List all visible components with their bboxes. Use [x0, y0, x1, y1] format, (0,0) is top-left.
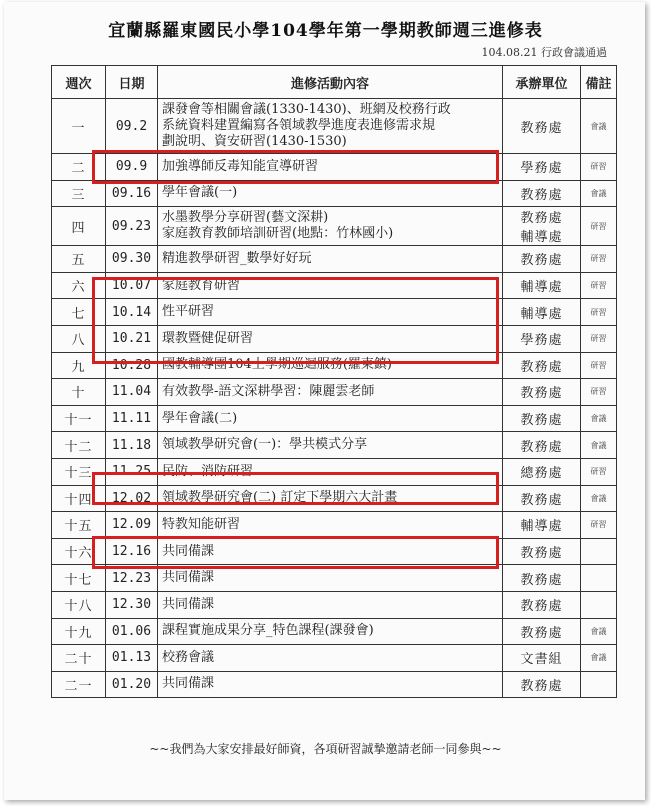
- week-cell: 十五: [52, 512, 106, 539]
- date-cell: 10.07: [106, 272, 158, 299]
- remark-cell: [581, 591, 617, 618]
- remark-cell: 會議: [581, 645, 617, 672]
- unit-cell: 教務處: [503, 485, 581, 512]
- date-cell: 10.28: [106, 352, 158, 379]
- unit-cell: 教務處: [503, 565, 581, 592]
- date-cell: 09.30: [106, 246, 158, 273]
- header-week: 週次: [52, 66, 106, 99]
- date-cell: 10.14: [106, 299, 158, 326]
- schedule-table: [51, 65, 617, 698]
- remark-cell: [581, 538, 617, 565]
- table-row: [52, 325, 617, 352]
- table-row: [52, 99, 617, 154]
- week-cell: 二: [52, 154, 106, 181]
- unit-cell: 教務處: [503, 246, 581, 273]
- week-cell: 十: [52, 379, 106, 406]
- unit-cell: 教務處: [503, 538, 581, 565]
- activity-cell: 加強導師反毒知能宣導研習: [158, 154, 503, 181]
- remark-cell: 會議: [581, 180, 617, 207]
- unit-cell: 教務處: [503, 180, 581, 207]
- date-cell: 12.16: [106, 538, 158, 565]
- table-row: [52, 458, 617, 485]
- week-cell: 六: [52, 272, 106, 299]
- week-cell: 二一: [52, 671, 106, 698]
- table-row: [52, 299, 617, 326]
- unit-cell: 教務處: [503, 591, 581, 618]
- unit-cell: 教務處: [503, 99, 581, 154]
- approval-note: 104.08.21 行政會議通過: [481, 46, 607, 59]
- remark-cell: 研習: [581, 207, 617, 246]
- table-row: [52, 538, 617, 565]
- table-row: [52, 352, 617, 379]
- activity-cell: 有效教學-語文深耕學習：陳麗雲老師: [158, 379, 503, 406]
- document-title: 宜蘭縣羅東國民小學104學年第一學期教師週三進修表: [108, 21, 543, 41]
- unit-cell: 教務處: [503, 405, 581, 432]
- remark-cell: 研習: [581, 512, 617, 539]
- date-cell: 01.06: [106, 618, 158, 645]
- remark-cell: 研習: [581, 379, 617, 406]
- activity-cell: 共同備課: [158, 538, 503, 565]
- remark-cell: 研習: [581, 299, 617, 326]
- unit-cell: 教務處: [503, 618, 581, 645]
- table-row: [52, 405, 617, 432]
- activity-cell: 共同備課: [158, 565, 503, 592]
- remark-cell: 會議: [581, 405, 617, 432]
- table-row: [52, 485, 617, 512]
- footer-message: ~~我們為大家安排最好師資，各項研習誠摯邀請老師一同參與~~: [149, 742, 502, 756]
- remark-cell: 會議: [581, 432, 617, 459]
- unit-cell: 文書組: [503, 645, 581, 672]
- date-cell: 11.04: [106, 379, 158, 406]
- remark-cell: 研習: [581, 246, 617, 273]
- unit-cell: 學務處: [503, 154, 581, 181]
- activity-cell: 課發會等相關會議(1330-1430)、班網及校務行政 系統資料建置編寫各領域教學進度表進修需求規 劃說明、資安研習(1430-1530): [158, 99, 503, 154]
- date-cell: 09.2: [106, 99, 158, 154]
- unit-cell: 總務處: [503, 458, 581, 485]
- activity-cell: 共同備課: [158, 671, 503, 698]
- remark-cell: 研習: [581, 325, 617, 352]
- date-cell: 09.9: [106, 154, 158, 181]
- date-cell: 09.16: [106, 180, 158, 207]
- week-cell: 一: [52, 99, 106, 154]
- table-row: [52, 154, 617, 181]
- table-row: [52, 645, 617, 672]
- activity-cell: 國教輔導團104上學期巡迴服務(羅東鎮): [158, 352, 503, 379]
- date-cell: 12.30: [106, 591, 158, 618]
- table-row: [52, 272, 617, 299]
- table-row: [52, 432, 617, 459]
- remark-cell: [581, 671, 617, 698]
- unit-cell: 教務處 輔導處: [503, 207, 581, 246]
- remark-cell: 會議: [581, 485, 617, 512]
- date-cell: 12.23: [106, 565, 158, 592]
- week-cell: 五: [52, 246, 106, 273]
- week-cell: 十三: [52, 458, 106, 485]
- remark-cell: 研習: [581, 154, 617, 181]
- activity-cell: 性平研習: [158, 299, 503, 326]
- table-row: [52, 379, 617, 406]
- remark-cell: [581, 565, 617, 592]
- date-cell: 11.11: [106, 405, 158, 432]
- unit-cell: 輔導處: [503, 512, 581, 539]
- table-header-row: [52, 66, 617, 99]
- date-cell: 11.25: [106, 458, 158, 485]
- week-cell: 十七: [52, 565, 106, 592]
- activity-cell: 學年會議(二): [158, 405, 503, 432]
- activity-cell: 民防、消防研習: [158, 458, 503, 485]
- week-cell: 八: [52, 325, 106, 352]
- activity-cell: 課程實施成果分享_特色課程(課發會): [158, 618, 503, 645]
- week-cell: 十九: [52, 618, 106, 645]
- activity-cell: 學年會議(一): [158, 180, 503, 207]
- table-row: [52, 565, 617, 592]
- week-cell: 七: [52, 299, 106, 326]
- unit-cell: 教務處: [503, 379, 581, 406]
- week-cell: 九: [52, 352, 106, 379]
- date-cell: 11.18: [106, 432, 158, 459]
- date-cell: 12.09: [106, 512, 158, 539]
- unit-cell: 教務處: [503, 671, 581, 698]
- header-date: 日期: [106, 66, 158, 99]
- table-row: [52, 512, 617, 539]
- week-cell: 十八: [52, 591, 106, 618]
- week-cell: 十二: [52, 432, 106, 459]
- header-content: 進修活動內容: [158, 66, 503, 99]
- table-row: [52, 207, 617, 246]
- activity-cell: 精進教學研習_數學好好玩: [158, 246, 503, 273]
- remark-cell: 會議: [581, 618, 617, 645]
- activity-cell: 水墨教學分享研習(藝文深耕) 家庭教育教師培訓研習(地點：竹林國小): [158, 207, 503, 246]
- table-row: [52, 591, 617, 618]
- activity-cell: 特教知能研習: [158, 512, 503, 539]
- date-cell: 01.13: [106, 645, 158, 672]
- unit-cell: 教務處: [503, 432, 581, 459]
- unit-cell: 教務處: [503, 352, 581, 379]
- table-row: [52, 246, 617, 273]
- remark-cell: 研習: [581, 272, 617, 299]
- table-row: [52, 180, 617, 207]
- header-unit: 承辦單位: [503, 66, 581, 99]
- unit-cell: 學務處: [503, 325, 581, 352]
- activity-cell: 校務會議: [158, 645, 503, 672]
- week-cell: 四: [52, 207, 106, 246]
- unit-cell: 輔導處: [503, 299, 581, 326]
- activity-cell: 領域教學研究會(一)：學共模式分享: [158, 432, 503, 459]
- unit-cell: 輔導處: [503, 272, 581, 299]
- remark-cell: 研習: [581, 458, 617, 485]
- table-row: [52, 671, 617, 698]
- date-cell: 12.02: [106, 485, 158, 512]
- week-cell: 二十: [52, 645, 106, 672]
- week-cell: 三: [52, 180, 106, 207]
- remark-cell: 會議: [581, 99, 617, 154]
- activity-cell: 領域教學研究會(二) 訂定下學期六大計畫: [158, 485, 503, 512]
- week-cell: 十一: [52, 405, 106, 432]
- table-row: [52, 618, 617, 645]
- remark-cell: 研習: [581, 352, 617, 379]
- date-cell: 01.20: [106, 671, 158, 698]
- activity-cell: 家庭教育研習: [158, 272, 503, 299]
- date-cell: 10.21: [106, 325, 158, 352]
- header-remark: 備註: [581, 66, 617, 99]
- activity-cell: 環教暨健促研習: [158, 325, 503, 352]
- date-cell: 09.23: [106, 207, 158, 246]
- week-cell: 十四: [52, 485, 106, 512]
- week-cell: 十六: [52, 538, 106, 565]
- activity-cell: 共同備課: [158, 591, 503, 618]
